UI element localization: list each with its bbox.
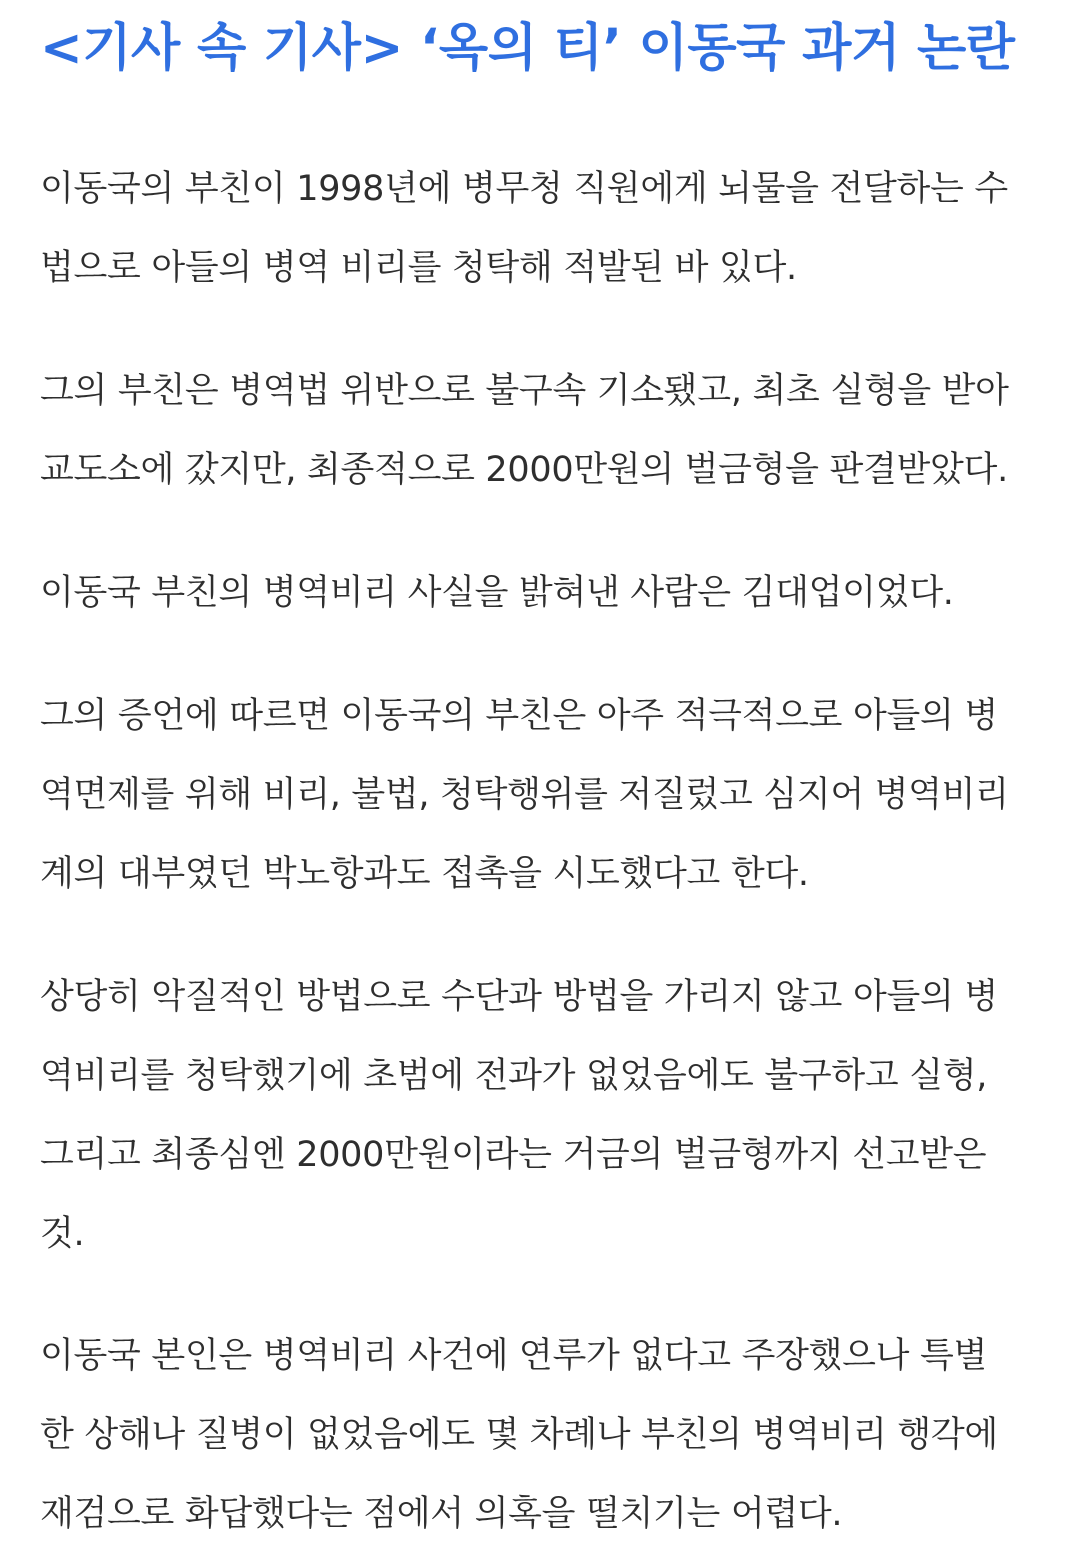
article-paragraph <box>40 554 954 633</box>
article-paragraph <box>40 150 1008 308</box>
article <box>40 0 1050 1534</box>
paragraph-line: 역면제를 위해 비리, 불법, 청탁행위를 저질렀고 심지어 병역비리 <box>40 775 1009 815</box>
paragraph-line: 그의 부친은 병역법 위반으로 불구속 기소됐고, 최초 실형을 받아 <box>40 371 1009 411</box>
paragraph-line: 재검으로 화답했다는 점에서 의혹을 떨치기는 어렵다. <box>40 1494 843 1534</box>
paragraph-line: 법으로 아들의 병역 비리를 청탁해 적발된 바 있다. <box>40 248 797 288</box>
paragraph-line: 역비리를 청탁했기에 초범에 전과가 없었음에도 불구하고 실형, <box>40 1056 988 1096</box>
paragraph-line: 이동국의 부친이 1998년에 병무청 직원에게 뇌물을 전달하는 수 <box>40 169 1008 209</box>
paragraph-line: 이동국 본인은 병역비리 사건에 연루가 없다고 주장했으나 특별 <box>40 1336 988 1376</box>
paragraph-line: 이동국 부친의 병역비리 사실을 밝혀낸 사람은 김대업이었다. <box>40 573 954 613</box>
paragraph-line: 교도소에 갔지만, 최종적으로 2000만원의 벌금형을 판결받았다. <box>40 450 1008 490</box>
paragraph-line: 한 상해나 질병이 없었음에도 몇 차례나 부친의 병역비리 행각에 <box>40 1415 998 1455</box>
article-headline: <기사 속 기사> ‘옥의 티’ 이동국 과거 논란 <box>40 19 1015 78</box>
article-paragraph <box>40 958 998 1274</box>
article-paragraph <box>40 1317 998 1554</box>
paragraph-line: 그의 증언에 따르면 이동국의 부친은 아주 적극적으로 아들의 병 <box>40 696 998 736</box>
paragraph-line: 상당히 악질적인 방법으로 수단과 방법을 가리지 않고 아들의 병 <box>40 977 998 1017</box>
paragraph-line: 계의 대부였던 박노항과도 접촉을 시도했다고 한다. <box>40 854 809 894</box>
article-paragraph <box>40 677 1009 914</box>
paragraph-line: 그리고 최종심엔 2000만원이라는 거금의 벌금형까지 선고받은 <box>40 1135 987 1175</box>
paragraph-line: 것. <box>40 1214 85 1254</box>
article-paragraph <box>40 352 1009 510</box>
